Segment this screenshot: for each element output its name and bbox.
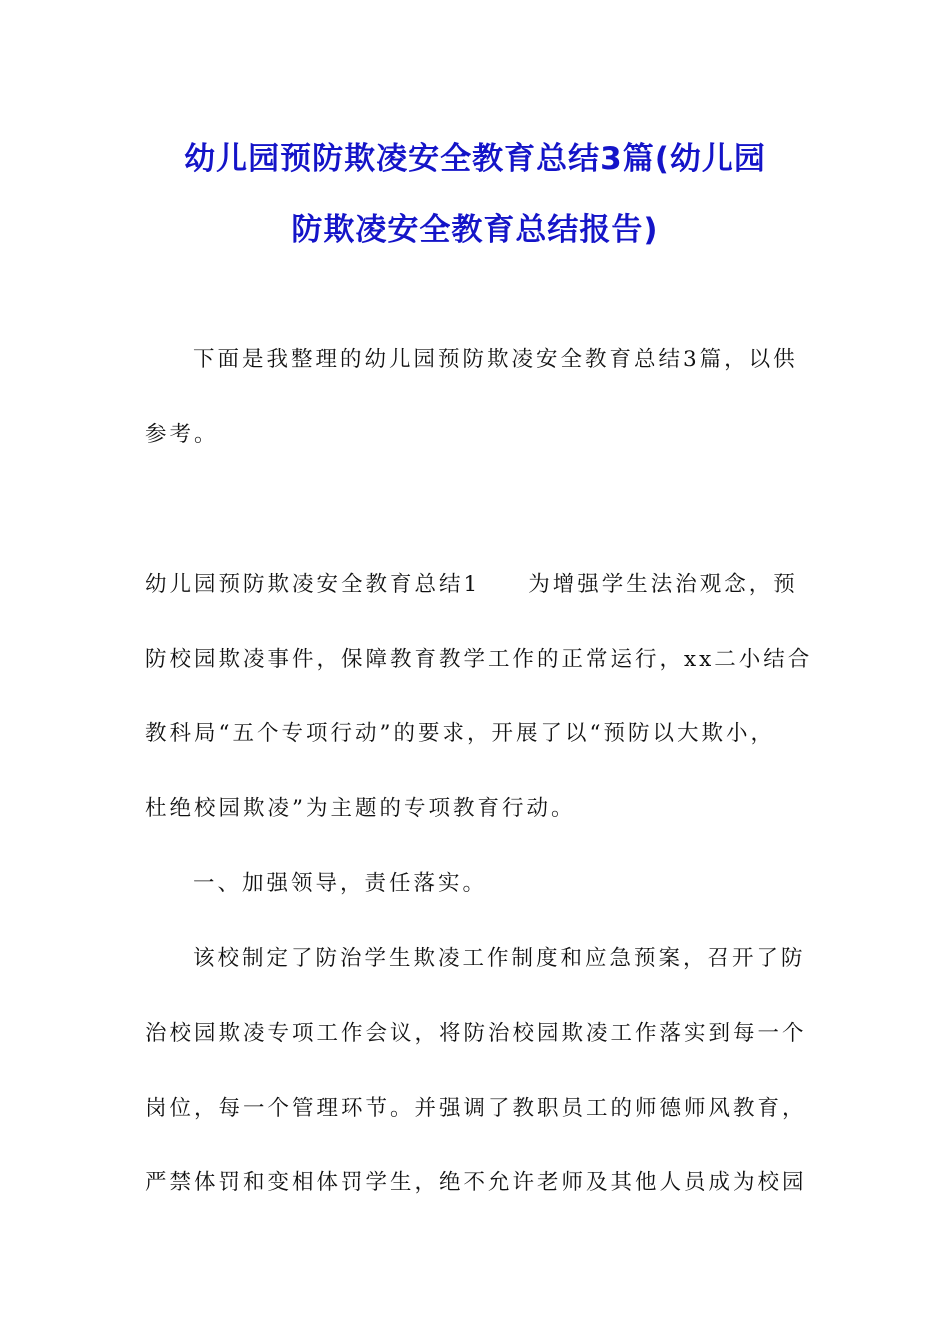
intro-line-1: 下面是我整理的幼儿园预防欺凌安全教育总结3篇，以供 — [193, 347, 798, 372]
section-1-first-line — [145, 570, 810, 600]
paragraph-line-4: 严禁体罚和变相体罚学生，绝不允许老师及其他人员成为校园 — [145, 1170, 807, 1195]
document-title-line-2: 防欺凌安全教育总结报告) — [291, 212, 659, 248]
paragraph-line-3: 岗位，每一个管理环节。并强调了教职员工的师德师风教育， — [145, 1096, 807, 1121]
section-1-heading: 幼儿园预防欺凌安全教育总结1 — [145, 572, 481, 597]
paragraph-line-2: 治校园欺凌专项工作会议，将防治校园欺凌工作落实到每一个 — [145, 1021, 807, 1046]
intro-line-2: 参考。 — [145, 422, 219, 447]
section-1-text-line-1: 为增强学生法治观念，预 — [528, 572, 798, 597]
section-1-text-line-3: 教科局“五个专项行动”的要求，开展了以“预防以大欺小， — [145, 721, 775, 746]
document-title-line-1: 幼儿园预防欺凌安全教育总结3篇(幼儿园 — [184, 141, 766, 177]
section-1-text-line-2: 防校园欺凌事件，保障教育教学工作的正常运行，xx二小结合 — [145, 647, 813, 672]
section-1-text-line-4: 杜绝校园欺凌”为主题的专项教育行动。 — [145, 796, 576, 821]
section-1-subheading: 一、加强领导，责任落实。 — [193, 871, 488, 896]
paragraph-line-1: 该校制定了防治学生欺凌工作制度和应急预案，召开了防 — [193, 946, 806, 971]
